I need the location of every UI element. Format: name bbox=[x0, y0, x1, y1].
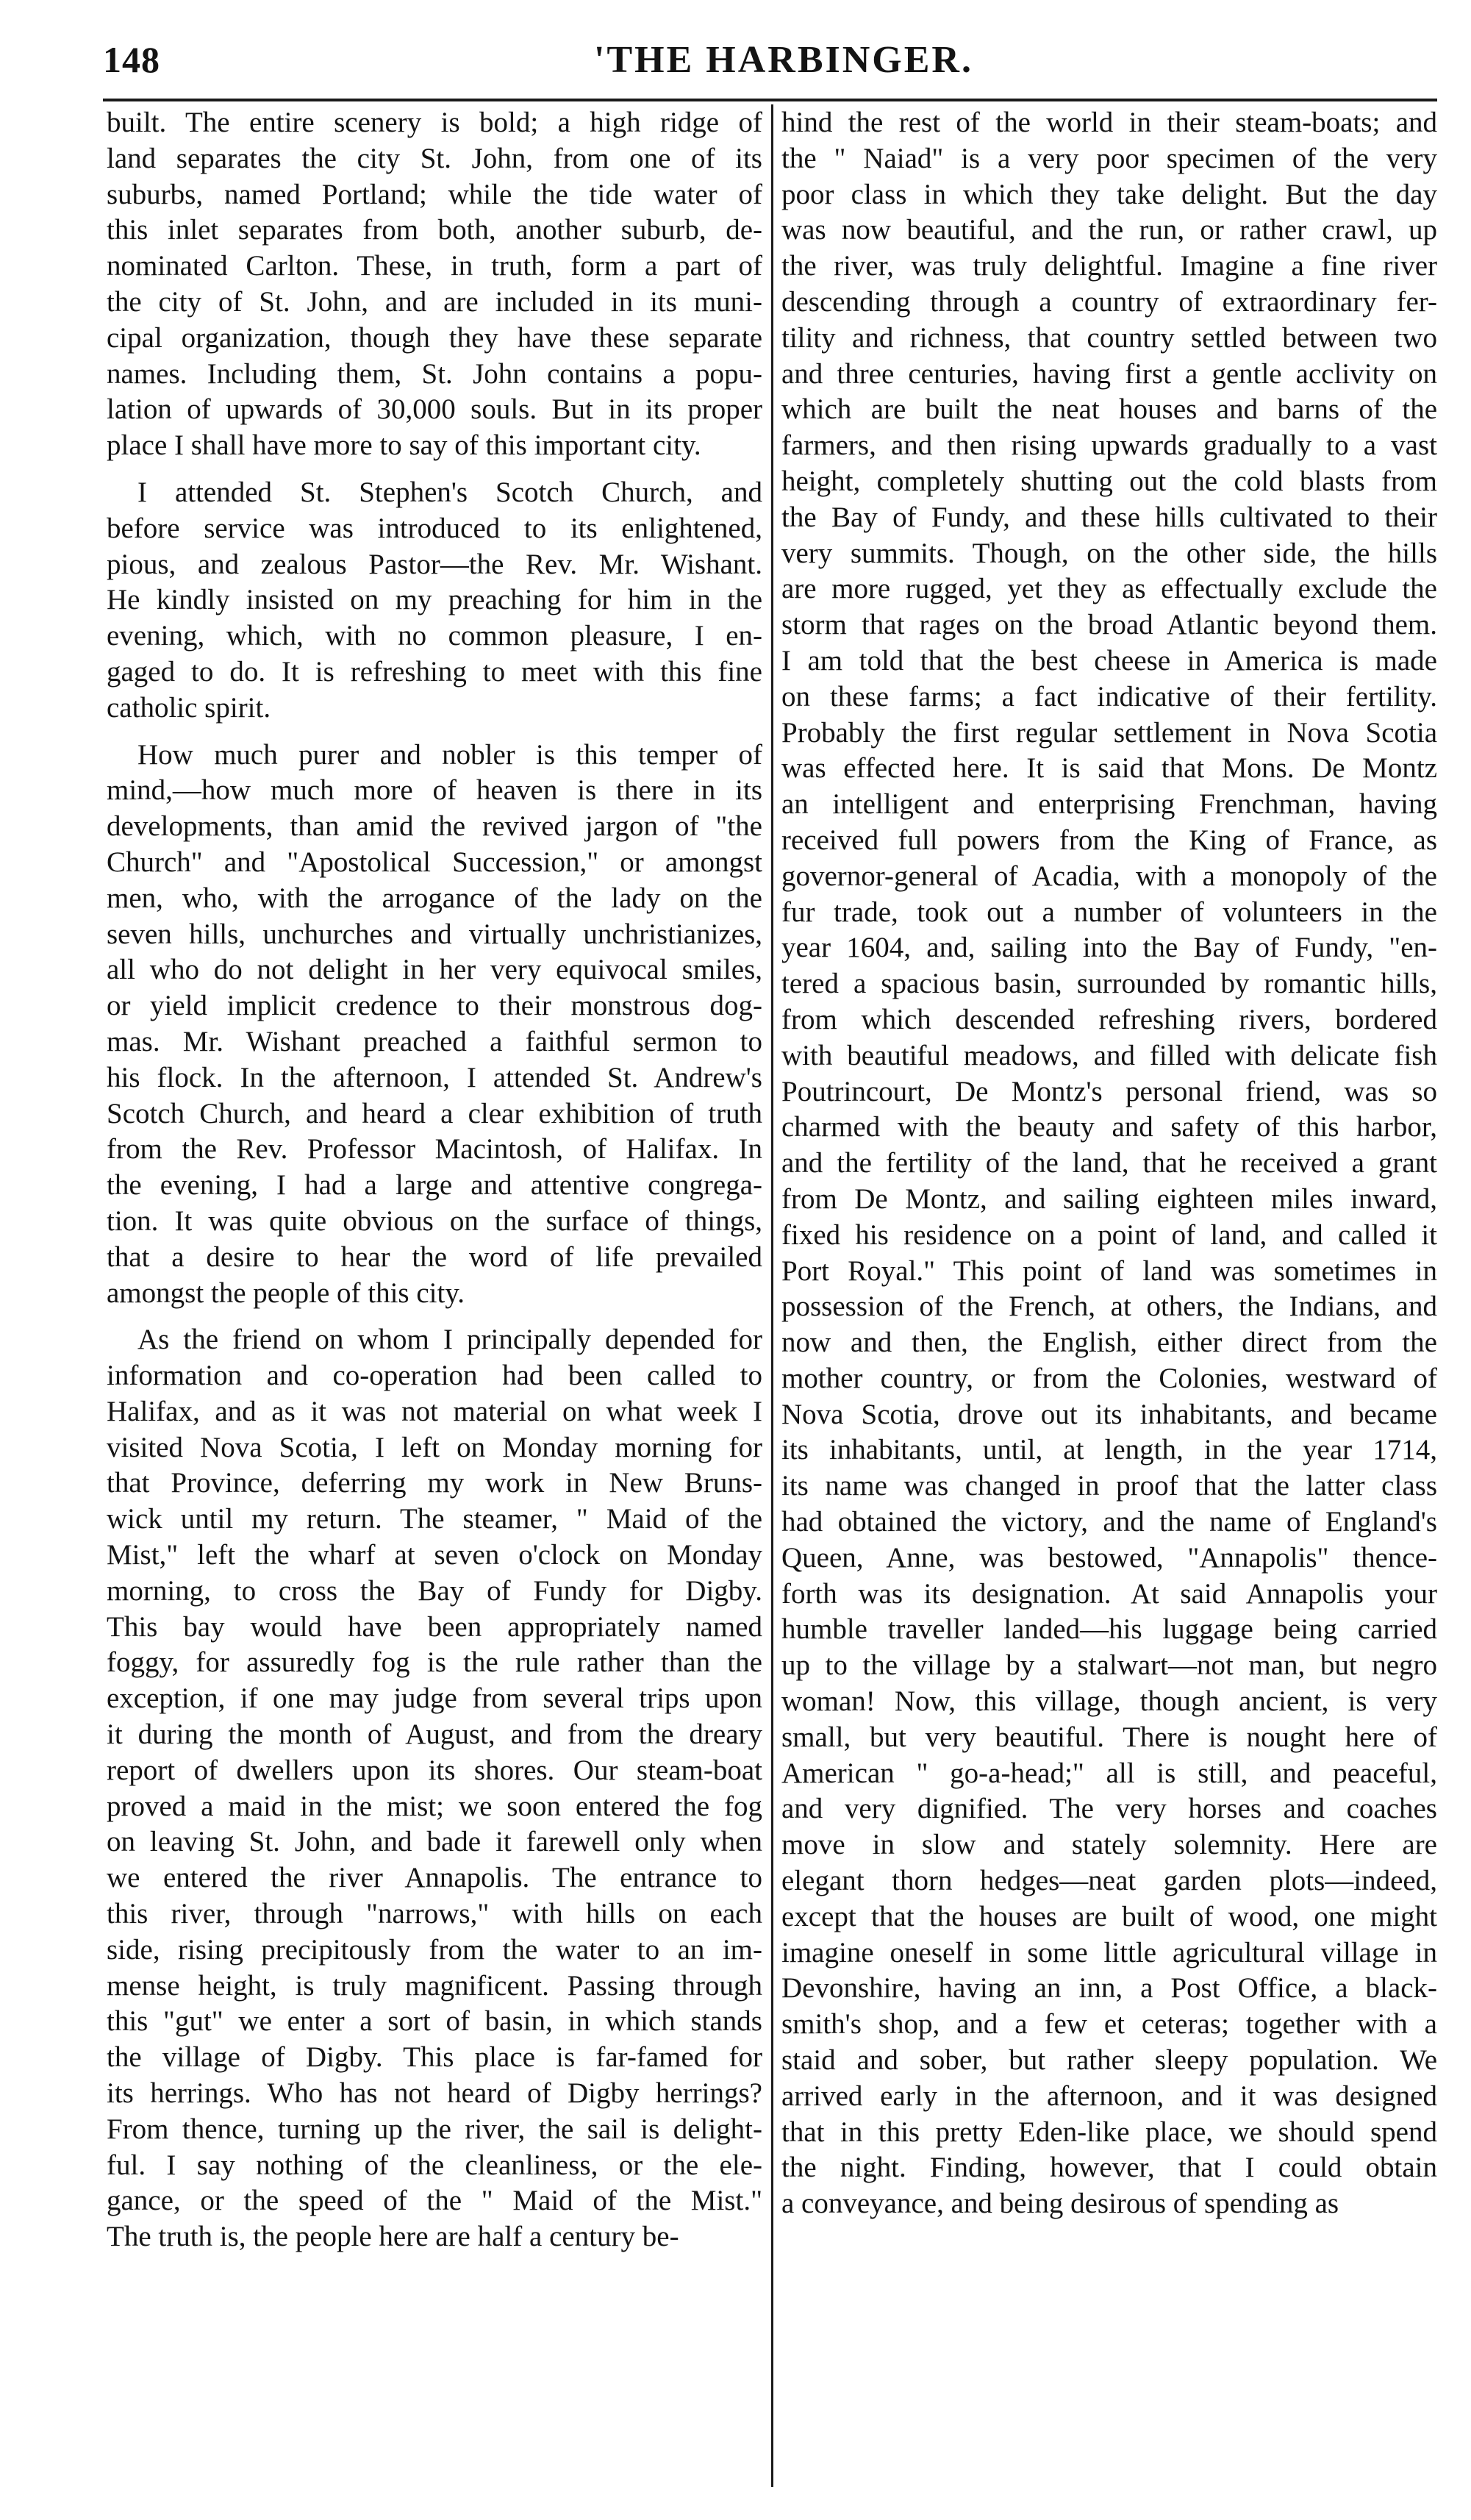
text-line: height, completely shutting out the cold blasts from bbox=[781, 465, 1437, 497]
text-line: was now beautiful, and the run, or rather crawl, up bbox=[781, 214, 1437, 246]
text-line: the village of Digby. This place is far-famed for bbox=[107, 2041, 762, 2074]
text-line: charmed with the beauty and safety of this harbor, bbox=[781, 1111, 1437, 1143]
text-line: the Bay of Fundy, and these hills cultivated to their bbox=[781, 501, 1437, 533]
text-line: from the Rev. Professor Macintosh, of Halifax. In bbox=[107, 1133, 762, 1166]
paragraph-gap bbox=[107, 464, 762, 475]
text-line: on these farms; a fact indicative of their fertility. bbox=[781, 680, 1437, 713]
text-line: I am told that the best cheese in America is made bbox=[781, 644, 1437, 677]
text-line: place I shall have more to say of this important city. bbox=[107, 429, 701, 462]
text-line: received full powers from the King of France, as bbox=[781, 824, 1437, 856]
text-line: with beautiful meadows, and filled with delicate fish bbox=[781, 1039, 1437, 1071]
text-line: its inhabitants, until, at length, in the year 1714, bbox=[781, 1434, 1437, 1466]
text-line: elegant thorn hedges—neat garden plots—indeed, bbox=[781, 1865, 1437, 1897]
text-line: its name was changed in proof that the latter class bbox=[781, 1470, 1437, 1502]
text-line: He kindly insisted on my preaching for him in the bbox=[107, 584, 762, 616]
text-line: before service was introduced to its enlightened, bbox=[107, 512, 762, 544]
text-line: are more rugged, yet they as effectually exclude the bbox=[781, 573, 1437, 605]
text-line: the night. Finding, however, that I could obtain bbox=[781, 2152, 1437, 2184]
text-line: up to the village by a stalwart—not man, but negro bbox=[781, 1649, 1437, 1682]
text-line: information and co-operation had been called to bbox=[107, 1360, 762, 1392]
text-line: land separates the city St. John, from one of its bbox=[107, 142, 762, 174]
paragraph-gap bbox=[107, 1311, 762, 1322]
text-line: tion. It was quite obvious on the surface of things, bbox=[107, 1204, 762, 1237]
text-line: How much purer and nobler is this temper of bbox=[137, 738, 762, 771]
text-line: tility and richness, that country settled between two bbox=[781, 321, 1437, 354]
text-line: staid and sober, but rather sleepy population. We bbox=[781, 2044, 1437, 2077]
text-line: amongst the people of this city. bbox=[107, 1277, 465, 1309]
column-divider bbox=[771, 104, 773, 2487]
text-line: fixed his residence on a point of land, and called it bbox=[781, 1218, 1437, 1251]
text-line: As the friend on whom I principally depended for bbox=[137, 1324, 762, 1356]
paragraph bbox=[107, 475, 762, 727]
text-line: that a desire to hear the word of life prevailed bbox=[107, 1241, 762, 1273]
text-line: ful. I say nothing of the cleanliness, or the ele- bbox=[107, 2149, 762, 2181]
text-line: year 1604, and, sailing into the Bay of Fundy, "en- bbox=[781, 932, 1437, 964]
text-line: lation of upwards of 30,000 souls. But in its proper bbox=[107, 393, 762, 426]
text-line: gaged to do. It is refreshing to meet with this fine bbox=[107, 655, 762, 688]
text-line: evening, which, with no common pleasure, I en- bbox=[107, 620, 762, 652]
paragraph bbox=[107, 105, 762, 464]
text-line: gance, or the speed of the " Maid of the Mist." bbox=[107, 2185, 762, 2217]
text-line: farmers, and then rising upwards gradually to a vast bbox=[781, 429, 1437, 462]
paragraph bbox=[781, 105, 1437, 2222]
text-line: Devonshire, having an inn, a Post Office, a black- bbox=[781, 1972, 1437, 2005]
text-line: small, but very beautiful. There is nought here of bbox=[781, 1721, 1437, 1753]
text-line: governor-general of Acadia, with a monopoly of the bbox=[781, 860, 1437, 892]
text-line: was effected here. It is said that Mons. De Montz bbox=[781, 752, 1437, 785]
text-line: mas. Mr. Wishant preached a faithful sermon to bbox=[107, 1025, 762, 1057]
page-header bbox=[0, 0, 1471, 110]
text-line: or yield implicit credence to their monstrous dog- bbox=[107, 990, 762, 1022]
text-line: Scotch Church, and heard a clear exhibition of truth bbox=[107, 1097, 762, 1129]
text-line: this inlet separates from both, another suburb, de- bbox=[107, 214, 762, 246]
text-line: visited Nova Scotia, I left on Monday morning for bbox=[107, 1431, 762, 1463]
text-line: exception, if one may judge from several trips upon bbox=[107, 1682, 762, 1715]
text-line: Probably the first regular settlement in Nova Scotia bbox=[781, 716, 1437, 749]
text-line: side, rising precipitously from the water to an im- bbox=[107, 1933, 762, 1966]
text-line: proved a maid in the mist; we soon entered the fog bbox=[107, 1790, 762, 1822]
text-line: descending through a country of extraordinary fer- bbox=[781, 285, 1437, 318]
text-line: cipal organization, though they have these separate bbox=[107, 321, 762, 354]
text-line: and the fertility of the land, that he received a grant bbox=[781, 1147, 1437, 1179]
text-line: forth was its designation. At said Annapolis your bbox=[781, 1577, 1437, 1610]
text-line: we entered the river Annapolis. The entrance to bbox=[107, 1862, 762, 1894]
text-line: that in this pretty Eden-like place, we should spend bbox=[781, 2116, 1437, 2148]
text-line: arrived early in the afternoon, and it was designed bbox=[781, 2080, 1437, 2112]
text-line: and three centuries, having first a gentle acclivity on bbox=[781, 357, 1437, 390]
running-title: 'THE HARBINGER. bbox=[594, 39, 973, 81]
text-line: mense height, is truly magnificent. Passing through bbox=[107, 1969, 762, 2002]
text-line: Poutrincourt, De Montz's personal friend, was so bbox=[781, 1075, 1437, 1107]
text-line: except that the houses are built of wood, one might bbox=[781, 1900, 1437, 1932]
text-line: mind,—how much more of heaven is there in its bbox=[107, 774, 762, 807]
text-line: smith's shop, and a few et ceteras; together with a bbox=[781, 2008, 1437, 2041]
text-line: seven hills, unchurches and virtually unchristianizes, bbox=[107, 918, 762, 950]
text-line: storm that rages on the broad Atlantic beyond them. bbox=[781, 609, 1437, 641]
text-line: mother country, or from the Colonies, westward of bbox=[781, 1362, 1437, 1394]
text-line: wick until my return. The steamer, " Maid of the bbox=[107, 1503, 762, 1535]
text-line: This bay would have been appropriately named bbox=[107, 1610, 762, 1643]
text-line: this "gut" we enter a sort of basin, in which stands bbox=[107, 2005, 762, 2038]
text-line: had obtained the victory, and the name of England's bbox=[781, 1506, 1437, 1538]
text-line: very summits. Though, on the other side, the hills bbox=[781, 537, 1437, 569]
text-line: Port Royal." This point of land was sometimes in bbox=[781, 1254, 1437, 1287]
text-line: fur trade, took out a number of volunteers in the bbox=[781, 896, 1437, 928]
text-line: Church" and "Apostolical Succession," or amongst bbox=[107, 846, 762, 878]
text-line: I attended St. Stephen's Scotch Church, and bbox=[137, 476, 762, 508]
text-line: report of dwellers upon its shores. Our steam-boat bbox=[107, 1754, 762, 1786]
text-line: from which descended refreshing rivers, bordered bbox=[781, 1003, 1437, 1035]
text-line: the evening, I had a large and attentive congrega- bbox=[107, 1169, 762, 1202]
text-line: imagine oneself in some little agricultural village in bbox=[781, 1936, 1437, 1968]
text-line: possession of the French, at others, the Indians, and bbox=[781, 1291, 1437, 1323]
text-line: poor class in which they take delight. But the day bbox=[781, 178, 1437, 210]
text-line: the " Naiad" is a very poor specimen of the very bbox=[781, 142, 1437, 174]
text-line: pious, and zealous Pastor—the Rev. Mr. Wishant. bbox=[107, 548, 762, 580]
text-line: developments, than amid the revived jargon of "the bbox=[107, 810, 762, 843]
page-number: 148 bbox=[103, 39, 160, 80]
text-line: nominated Carlton. These, in truth, form a part of bbox=[107, 250, 762, 282]
text-line: that Province, deferring my work in New Bruns- bbox=[107, 1467, 762, 1499]
text-line: humble traveller landed—his luggage being carried bbox=[781, 1613, 1437, 1646]
text-line: From thence, turning up the river, the sail is delight- bbox=[107, 2113, 762, 2145]
text-line: on leaving St. John, and bade it farewell only when bbox=[107, 1826, 762, 1858]
paragraph bbox=[107, 1322, 762, 2255]
text-line: Mist," left the wharf at seven o'clock on Monday bbox=[107, 1539, 762, 1571]
text-line: woman! Now, this village, though ancient, is very bbox=[781, 1685, 1437, 1718]
text-line: men, who, with the arrogance of the lady on the bbox=[107, 882, 762, 914]
text-line: foggy, for assuredly fog is the rule rather than the bbox=[107, 1646, 762, 1679]
text-line: which are built the neat houses and barns of the bbox=[781, 393, 1437, 426]
paragraph bbox=[107, 738, 762, 1312]
text-line: it during the month of August, and from the dreary bbox=[107, 1718, 762, 1751]
text-line: this river, through "narrows," with hills on each bbox=[107, 1898, 762, 1930]
text-line: all who do not delight in her very equivocal smiles, bbox=[107, 954, 762, 986]
paragraph-gap bbox=[107, 727, 762, 738]
text-line: an intelligent and enterprising Frenchman, having bbox=[781, 788, 1437, 821]
text-line: the city of St. John, and are included in its muni- bbox=[107, 285, 762, 318]
text-line: morning, to cross the Bay of Fundy for Digby. bbox=[107, 1574, 762, 1607]
left-column bbox=[107, 105, 762, 2255]
right-column bbox=[781, 105, 1437, 2222]
text-line: hind the rest of the world in their steam-boats; and bbox=[781, 107, 1437, 138]
text-line: the river, was truly delightful. Imagine a fine river bbox=[781, 250, 1437, 282]
header-rule bbox=[103, 99, 1437, 101]
text-line: its herrings. Who has not heard of Digby herrings? bbox=[107, 2077, 762, 2110]
text-line: catholic spirit. bbox=[107, 691, 271, 724]
text-line: his flock. In the afternoon, I attended St. Andrew's bbox=[107, 1061, 762, 1093]
text-line: American " go-a-head;" all is still, and peaceful, bbox=[781, 1757, 1437, 1789]
text-line: suburbs, named Portland; while the tide water of bbox=[107, 178, 762, 210]
text-line: move in slow and stately solemnity. Here are bbox=[781, 1829, 1437, 1861]
text-line: names. Including them, St. John contains a popu- bbox=[107, 357, 762, 390]
text-line: now and then, the English, either direct from the bbox=[781, 1327, 1437, 1359]
text-line: and very dignified. The very horses and coaches bbox=[781, 1793, 1437, 1825]
text-line: Nova Scotia, drove out its inhabitants, and became bbox=[781, 1398, 1437, 1430]
text-line: built. The entire scenery is bold; a high ridge of bbox=[107, 107, 762, 138]
text-line: from De Montz, and sailing eighteen miles inward, bbox=[781, 1182, 1437, 1215]
text-line: The truth is, the people here are half a century be- bbox=[107, 2221, 679, 2253]
text-line: a conveyance, and being desirous of spending as bbox=[781, 2188, 1339, 2220]
text-line: tered a spacious basin, surrounded by romantic hills, bbox=[781, 968, 1437, 1000]
text-line: Halifax, and as it was not material on what week I bbox=[107, 1395, 762, 1427]
text-line: Queen, Anne, was bestowed, "Annapolis" thence- bbox=[781, 1541, 1437, 1574]
